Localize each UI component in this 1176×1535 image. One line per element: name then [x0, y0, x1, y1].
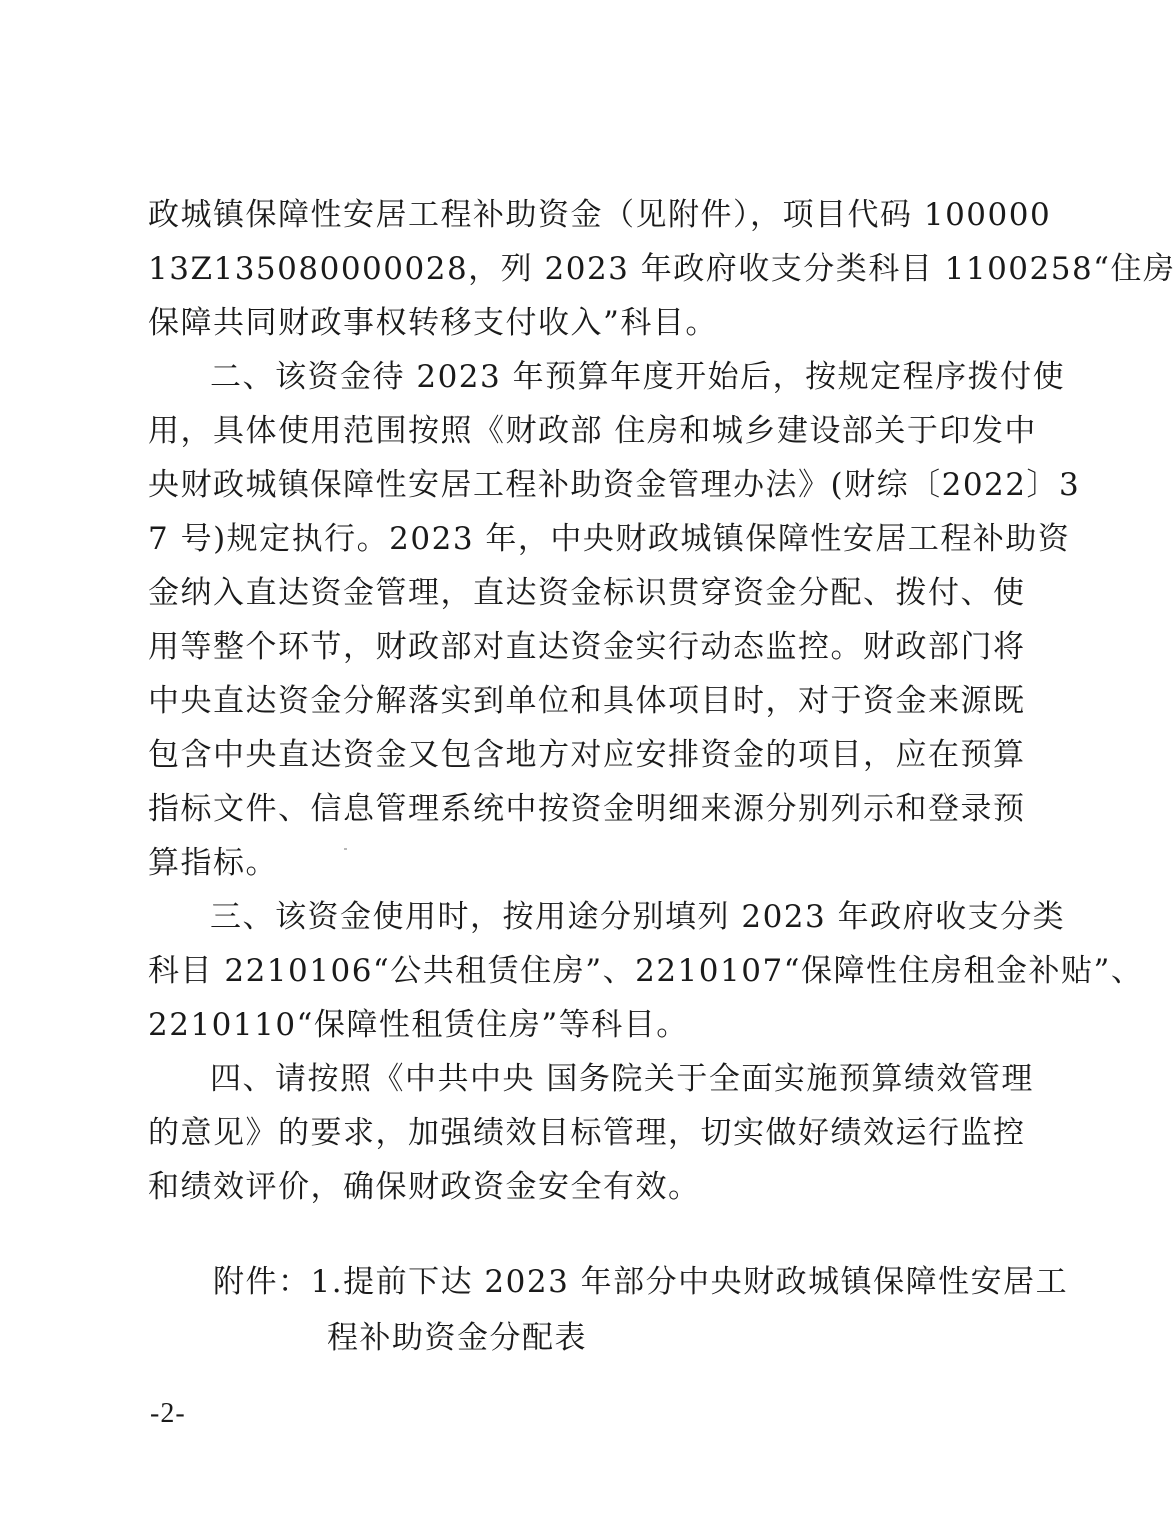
text-line: 7 号)规定执行。2023 年，中央财政城镇保障性安居工程补助资 — [148, 521, 1071, 557]
text-line: 政城镇保障性安居工程补助资金（见附件），项目代码 100000 — [148, 197, 1052, 233]
text-line: 金纳入直达资金管理，直达资金标识贯穿资金分配、拨付、使 — [148, 575, 1026, 611]
text-line: 中央直达资金分解落实到单位和具体项目时，对于资金来源既 — [148, 683, 1026, 719]
text-line: 包含中央直达资金又包含地方对应安排资金的项目，应在预算 — [148, 737, 1026, 773]
scan-speck — [344, 848, 347, 850]
text-line: 四、请按照《中共中央 国务院关于全面实施预算绩效管理 — [210, 1061, 1034, 1097]
text-line: 和绩效评价，确保财政资金安全有效。 — [148, 1169, 701, 1205]
text-line: 央财政城镇保障性安居工程补助资金管理办法》(财综〔2022〕3 — [148, 467, 1081, 503]
section-2-paragraph — [148, 350, 1081, 890]
text-line: 科目 2210106“公共租赁住房”、2210107“保障性住房租金补贴”、 — [148, 953, 1144, 989]
text-line: 用等整个环节，财政部对直达资金实行动态监控。财政部门将 — [148, 629, 1026, 665]
text-line: 2210110“保障性租赁住房”等科目。 — [148, 1007, 689, 1043]
text-line: 指标文件、信息管理系统中按资金明细来源分别列示和登录预 — [148, 791, 1026, 827]
text-line: 三、该资金使用时，按用途分别填列 2023 年政府收支分类 — [210, 899, 1066, 935]
attachment-line: 程补助资金分配表 — [327, 1320, 587, 1356]
text-line: 二、该资金待 2023 年预算年度开始后，按规定程序拨付使 — [210, 359, 1066, 395]
text-line: 保障共同财政事权转移支付收入”科目。 — [148, 305, 718, 341]
attachment-note — [213, 1254, 1069, 1366]
paragraph-continuation — [148, 188, 1176, 350]
page-number: -2- — [150, 1398, 186, 1429]
text-line: 用，具体使用范围按照《财政部 住房和城乡建设部关于印发中 — [148, 413, 1037, 449]
text-line: 的意见》的要求，加强绩效目标管理，切实做好绩效运行监控 — [148, 1115, 1026, 1151]
section-3-paragraph — [148, 890, 1144, 1052]
attachment-line: 附件：1.提前下达 2023 年部分中央财政城镇保障性安居工 — [213, 1264, 1069, 1300]
text-line: 13Z135080000028，列 2023 年政府收支分类科目 1100258“住房 — [148, 251, 1176, 287]
section-4-paragraph — [148, 1052, 1034, 1214]
text-line: 算指标。 — [148, 845, 278, 881]
document-body — [148, 188, 1176, 1214]
